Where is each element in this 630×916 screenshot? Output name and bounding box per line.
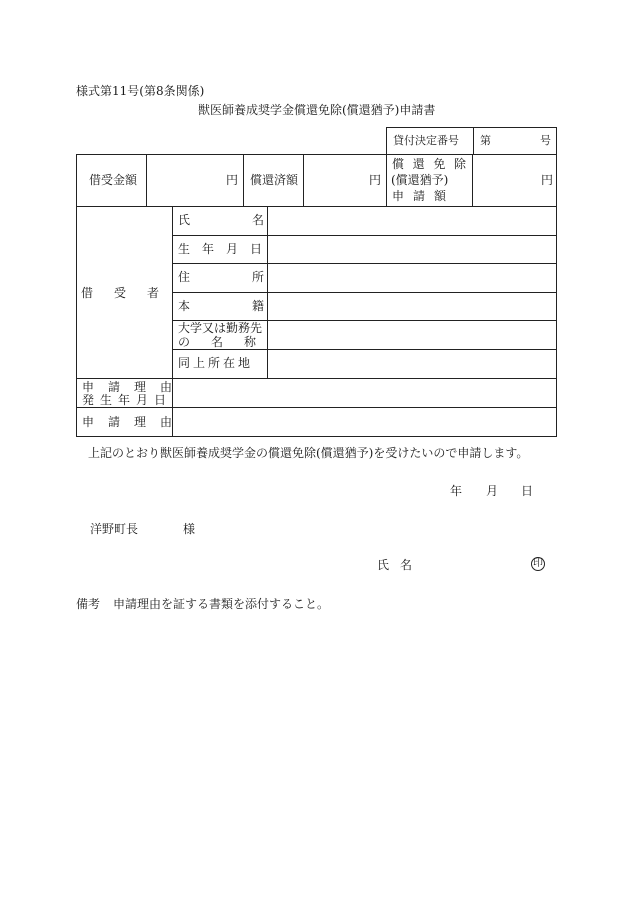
remarks-text: 申請理由を証する書類を添付すること。	[113, 597, 330, 611]
school-label-line1: 大学又は勤務先	[178, 321, 263, 335]
reason-occurrence-label-line2: 発生年月日	[82, 393, 173, 407]
school-label-line2: の名称	[178, 335, 278, 349]
form-number: 様式第11号(第8条関係)	[76, 84, 205, 98]
borrowed-amount-unit: 円	[226, 173, 239, 187]
remarks-label: 備考	[76, 597, 101, 611]
loan-number-label: 貸付決定番号	[393, 134, 459, 147]
reason-label: 申請理由	[82, 415, 187, 429]
date-year: 年	[450, 484, 463, 498]
reason-occurrence-label-line1: 申請理由	[82, 380, 187, 394]
repaid-amount-label: 償還済額	[250, 173, 299, 187]
repaid-amount-unit: 円	[369, 173, 382, 187]
exempt-amount-unit: 円	[541, 173, 554, 187]
loan-number-suffix: 号	[540, 134, 551, 147]
addressee-name: 洋野町長	[90, 522, 139, 536]
address-label: 住所	[178, 270, 327, 284]
seal-mark: 印	[533, 558, 543, 569]
applicant-name-label: 氏名	[377, 558, 424, 572]
loan-number-prefix: 第	[480, 134, 491, 147]
date-day: 日	[521, 484, 534, 498]
borrowed-amount-label: 借受金額	[89, 173, 138, 187]
name-label: 氏名	[178, 213, 327, 227]
exempt-amount-label-line2: (償還猶予)	[391, 173, 449, 187]
addressee-honorific: 様	[183, 522, 196, 536]
domicile-label: 本籍	[178, 299, 327, 313]
school-address-label: 同上所在地	[178, 356, 254, 370]
loan-number-box	[386, 127, 557, 155]
form-title: 獣医師養成奨学金償還免除(償還猶予)申請書	[198, 103, 436, 117]
exempt-amount-label-line3: 申請額	[392, 189, 456, 203]
application-statement: 上記のとおり獣医師養成奨学金の償還免除(償還猶予)を受けたいので申請します。	[88, 446, 529, 460]
borrower-section-label: 借受者	[81, 286, 181, 300]
exempt-amount-label-line1: 償 還 免 除	[392, 157, 466, 171]
dob-label: 生年月日	[178, 242, 275, 256]
date-month: 月	[486, 484, 499, 498]
